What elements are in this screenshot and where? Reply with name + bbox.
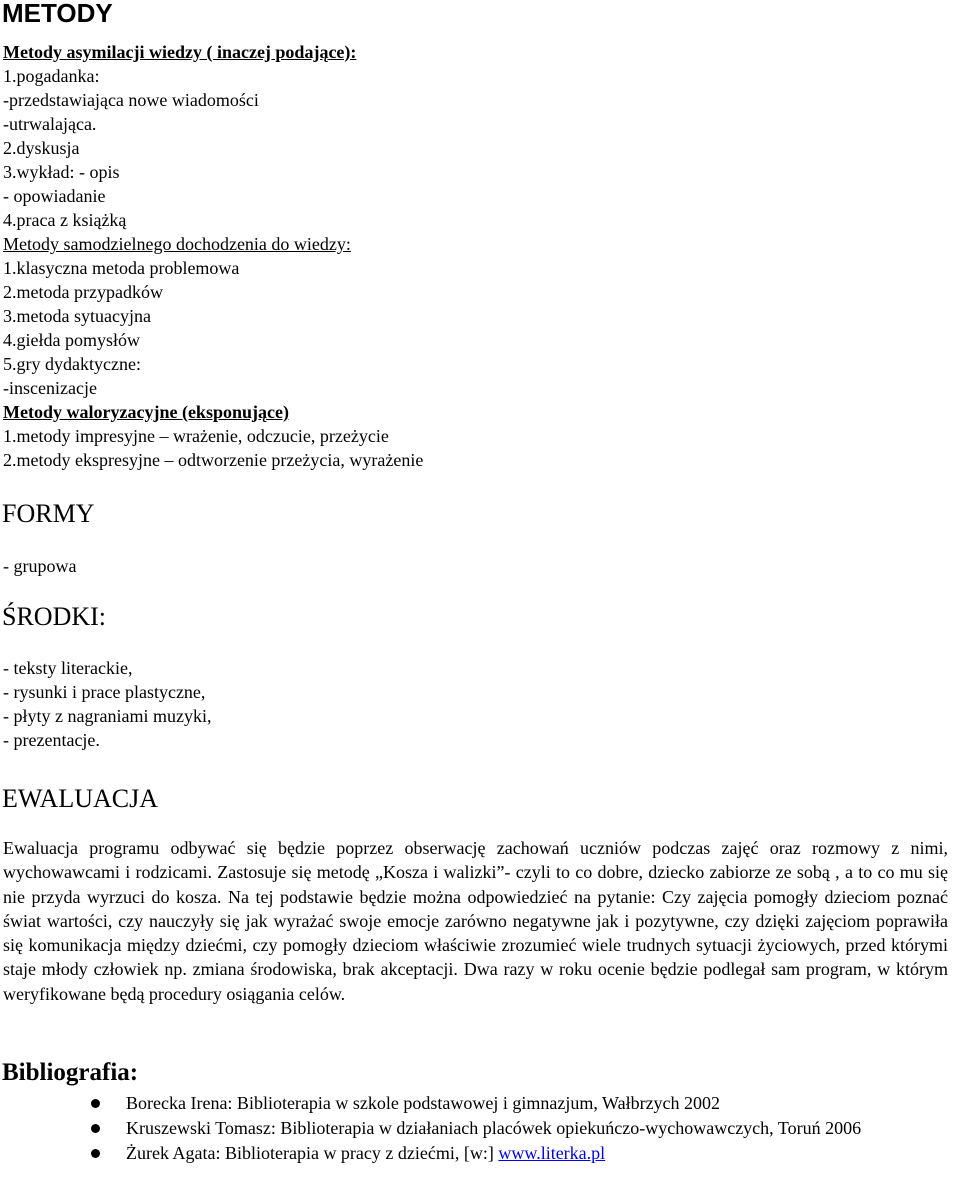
heading-metody: METODY [2, 0, 113, 28]
list-item: -utrwalająca. [3, 114, 97, 134]
bibliography-entry: Kruszewski Tomasz: Biblioterapia w działaniach placówek opiekuńczo-wychowawczych, Toruń 2006 [126, 1118, 862, 1138]
formy-list [3, 554, 76, 578]
list-item: - grupowa [3, 556, 77, 576]
list-item: - płyty z nagraniami muzyki, [3, 706, 212, 726]
metody-list [3, 40, 423, 472]
list-item: 5.gry dydaktyczne: [3, 354, 141, 374]
heading-srodki: ŚRODKI: [2, 602, 107, 631]
list-item: 3.metoda sytuacyjna [3, 306, 151, 326]
ewaluacja-paragraph: Ewaluacja programu odbywać się będzie poprzez obserwację zachowań uczniów podczas zajęć oraz rozmowy z nimi, wychowawcami i rodzicami. Zastosuje się metodę „Kosza i walizki”- czyli to co dobre, dziecko zabiorze ze sobą , a to co mu się nie przyda wyrzuci do kosza. Na tej podstawie będzie można odpowiedzieć na pytanie: Czy zajęcia pomogły dzieciom poznać świat wartości, czy nauczyły się jak wyrażać swoje emocje zarówno negatywne jak i pozytywne, czy dzięki zajęciom poprawiła się komunikacja między dziećmi, czy pomogły dzieciom właściwie zrozumieć wiele trudnych sytuacji życiowych, przed którymi staje młody człowiek np. zmiana środowiska, brak akceptacji. Dwa razy w roku ocenie będzie podlegał sam program, w którym weryfikowane będą procedury osiągania celów. [3, 838, 948, 1004]
heading-formy: FORMY [2, 499, 95, 528]
subheading-samodzielnego: Metody samodzielnego dochodzenia do wiedzy: [3, 234, 351, 254]
list-item: 2.metoda przypadków [3, 282, 163, 302]
list-item: 4.praca z książką [3, 210, 127, 230]
bibliography-entry: Żurek Agata: Biblioterapia w pracy z dziećmi, [w:] [126, 1143, 499, 1163]
bullet-icon [91, 1149, 100, 1158]
list-item [0, 1116, 960, 1140]
list-item: 1.metody impresyjne – wrażenie, odczucie, przeżycie [3, 426, 389, 446]
list-item: 2.dyskusja [3, 138, 80, 158]
subheading-waloryzacyjne: Metody waloryzacyjne (eksponujące) [3, 402, 289, 422]
list-item: - teksty literackie, [3, 658, 133, 678]
list-item [0, 1091, 960, 1115]
list-item: - opowiadanie [3, 186, 106, 206]
list-item: 1.pogadanka: [3, 66, 100, 86]
list-item [0, 1141, 960, 1165]
literka-link[interactable]: www.literka.pl [498, 1143, 606, 1163]
list-item: 3.wykład: - opis [3, 162, 120, 182]
heading-ewaluacja: EWALUACJA [2, 784, 158, 813]
heading-bibliografia: Bibliografia: [2, 1059, 139, 1086]
list-item: - rysunki i prace plastyczne, [3, 682, 206, 702]
list-item: -inscenizacje [3, 378, 97, 398]
list-item: -przedstawiająca nowe wiadomości [3, 90, 259, 110]
bullet-icon [91, 1099, 100, 1108]
subheading-asymilacji: Metody asymilacji wiedzy ( inaczej podające): [3, 42, 357, 62]
bullet-icon [91, 1124, 100, 1133]
bibliography-list [0, 1091, 960, 1166]
list-item: - prezentacje. [3, 730, 100, 750]
srodki-list [3, 656, 211, 752]
list-item: 1.klasyczna metoda problemowa [3, 258, 240, 278]
list-item: 2.metody ekspresyjne – odtworzenie przeżycia, wyrażenie [3, 450, 424, 470]
bibliography-entry: Borecka Irena: Biblioterapia w szkole podstawowej i gimnazjum, Wałbrzych 2002 [126, 1093, 721, 1113]
list-item: 4.giełda pomysłów [3, 330, 140, 350]
